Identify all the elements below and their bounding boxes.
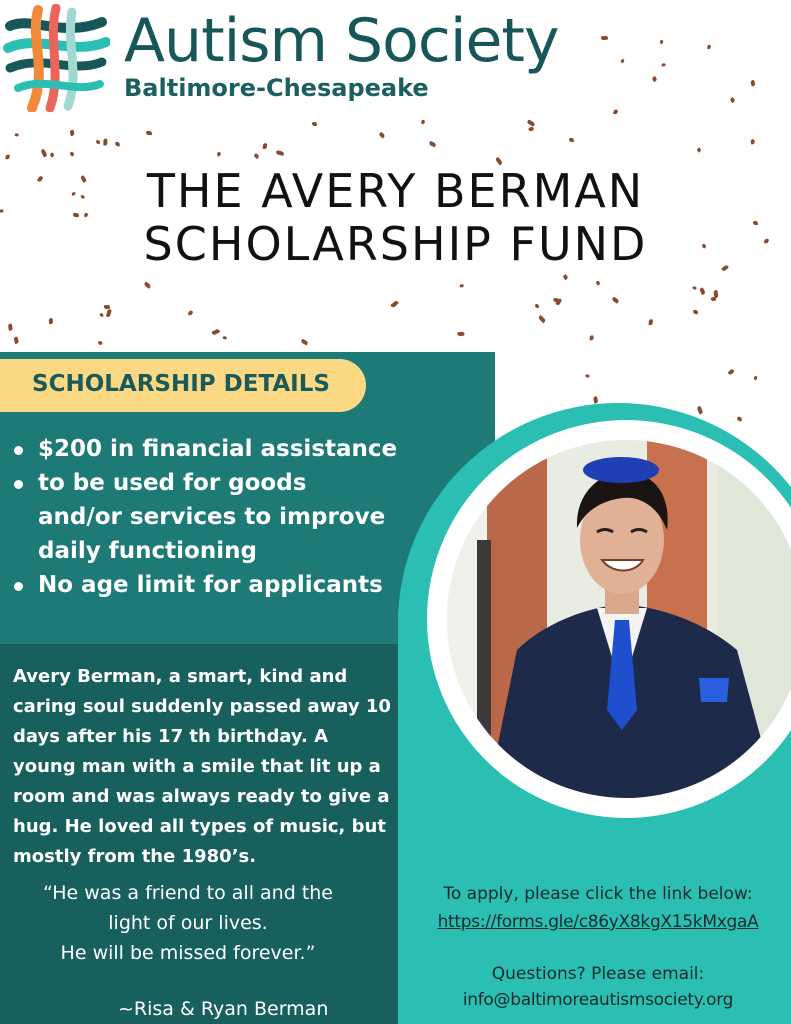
speckle-dot: [649, 319, 653, 325]
speckle-dot: [212, 328, 221, 335]
questions-text: Questions? Please email:: [491, 964, 705, 984]
speckle-dot: [222, 336, 227, 341]
speckle-dot: [593, 396, 598, 404]
speckle-dot: [103, 304, 109, 309]
speckle-dot: [7, 324, 12, 331]
speckle-dot: [253, 153, 259, 159]
contact-email-link[interactable]: info@baltimoreautismsociety.org: [462, 990, 734, 1010]
speckle-dot: [99, 313, 104, 318]
speckle-dot: [188, 310, 194, 316]
bullet-icon: [14, 446, 23, 455]
speckle-dot: [98, 340, 103, 345]
speckle-dot: [535, 304, 539, 308]
speckle-dot: [753, 375, 758, 380]
speckle-dot: [95, 140, 100, 145]
memorial-quote: [18, 878, 358, 968]
speckle-dot: [276, 150, 284, 156]
list-item: $200 in financial assistance: [14, 432, 398, 466]
speckle-dot: [421, 119, 426, 125]
speckle-dot: [692, 286, 697, 291]
quote-line-3: He will be missed forever.”: [60, 942, 316, 964]
speckle-dot: [651, 76, 657, 82]
speckle-dot: [737, 416, 743, 422]
speckle-dot: [14, 133, 19, 137]
list-item: to be used for goods and/or services to improve daily functioning: [14, 466, 398, 568]
speckle-dot: [590, 336, 594, 341]
speckle-dot: [612, 296, 620, 303]
quote-signature: ~Risa & Ryan Berman: [118, 998, 329, 1020]
speckle-dot: [144, 281, 152, 288]
speckle-dot: [216, 151, 221, 156]
organization-name: Autism Society: [124, 6, 559, 76]
speckle-dot: [527, 119, 536, 126]
apply-instructions: To apply, please click the link below:: [443, 884, 753, 904]
speckle-dot: [659, 40, 663, 45]
speckle-dot: [730, 97, 736, 103]
speckle-dot: [692, 310, 697, 315]
quote-line-1: “He was a friend to all and the: [42, 882, 333, 904]
speckle-dot: [70, 130, 75, 137]
bullet-icon: [14, 582, 23, 591]
speckle-dot: [601, 36, 608, 41]
speckle-dot: [115, 141, 121, 146]
speckle-dot: [697, 147, 703, 153]
speckle-dot: [5, 154, 10, 160]
organization-chapter: Baltimore-Chesapeake: [124, 74, 429, 102]
speckle-dot: [750, 139, 755, 145]
application-link[interactable]: https://forms.gle/c86yX8kgX15kMxgaA: [437, 912, 759, 932]
speckle-dot: [40, 149, 47, 158]
speckle-dot: [429, 141, 437, 148]
speckle-dot: [699, 287, 706, 295]
page-title-line-1: THE AVERY BERMAN: [146, 164, 645, 218]
speckle-dot: [538, 315, 546, 323]
autism-society-logo-icon: [2, 4, 110, 112]
speckle-dot: [528, 126, 534, 132]
speckle-dot: [50, 152, 56, 158]
speckle-dot: [697, 405, 704, 414]
speckle-dot: [48, 318, 53, 324]
speckle-dot: [595, 280, 600, 285]
avery-berman-photo: [447, 440, 791, 798]
speckle-dot: [585, 373, 590, 378]
speckle-dot: [706, 45, 711, 50]
speckle-dot: [146, 130, 152, 135]
speckle-dot: [613, 109, 619, 115]
bullet-icon: [14, 480, 23, 489]
speckle-dot: [750, 80, 755, 87]
page-title-line-2: SCHOLARSHIP FUND: [143, 217, 648, 271]
story-text: Avery Berman, a smart, kind and caring soul suddenly passed away 10 days after his 17 th birthday. A young man with a smile that lit up a room and was always ready to give a hug. He loved all types of music, but mostly from the 1980’s.: [13, 666, 391, 867]
speckle-dot: [727, 368, 734, 375]
speckle-dot: [378, 131, 385, 138]
details-list: [14, 432, 398, 602]
details-heading: SCHOLARSHIP DETAILS: [32, 371, 330, 397]
speckle-dot: [460, 284, 464, 288]
speckle-dot: [457, 331, 465, 336]
speckle-dot: [562, 274, 568, 280]
speckle-dot: [300, 339, 308, 346]
speckle-dot: [620, 58, 625, 63]
speckle-dot: [390, 300, 398, 308]
speckle-dot: [312, 122, 317, 126]
speckle-dot: [662, 63, 666, 66]
speckle-dot: [262, 143, 267, 149]
speckle-dot: [14, 336, 19, 343]
speckle-dot: [106, 309, 112, 318]
speckle-dot: [70, 151, 75, 156]
list-item: No age limit for applicants: [14, 568, 398, 602]
speckle-dot: [103, 139, 107, 146]
quote-line-2: light of our lives.: [108, 912, 268, 934]
speckle-dot: [569, 137, 575, 141]
